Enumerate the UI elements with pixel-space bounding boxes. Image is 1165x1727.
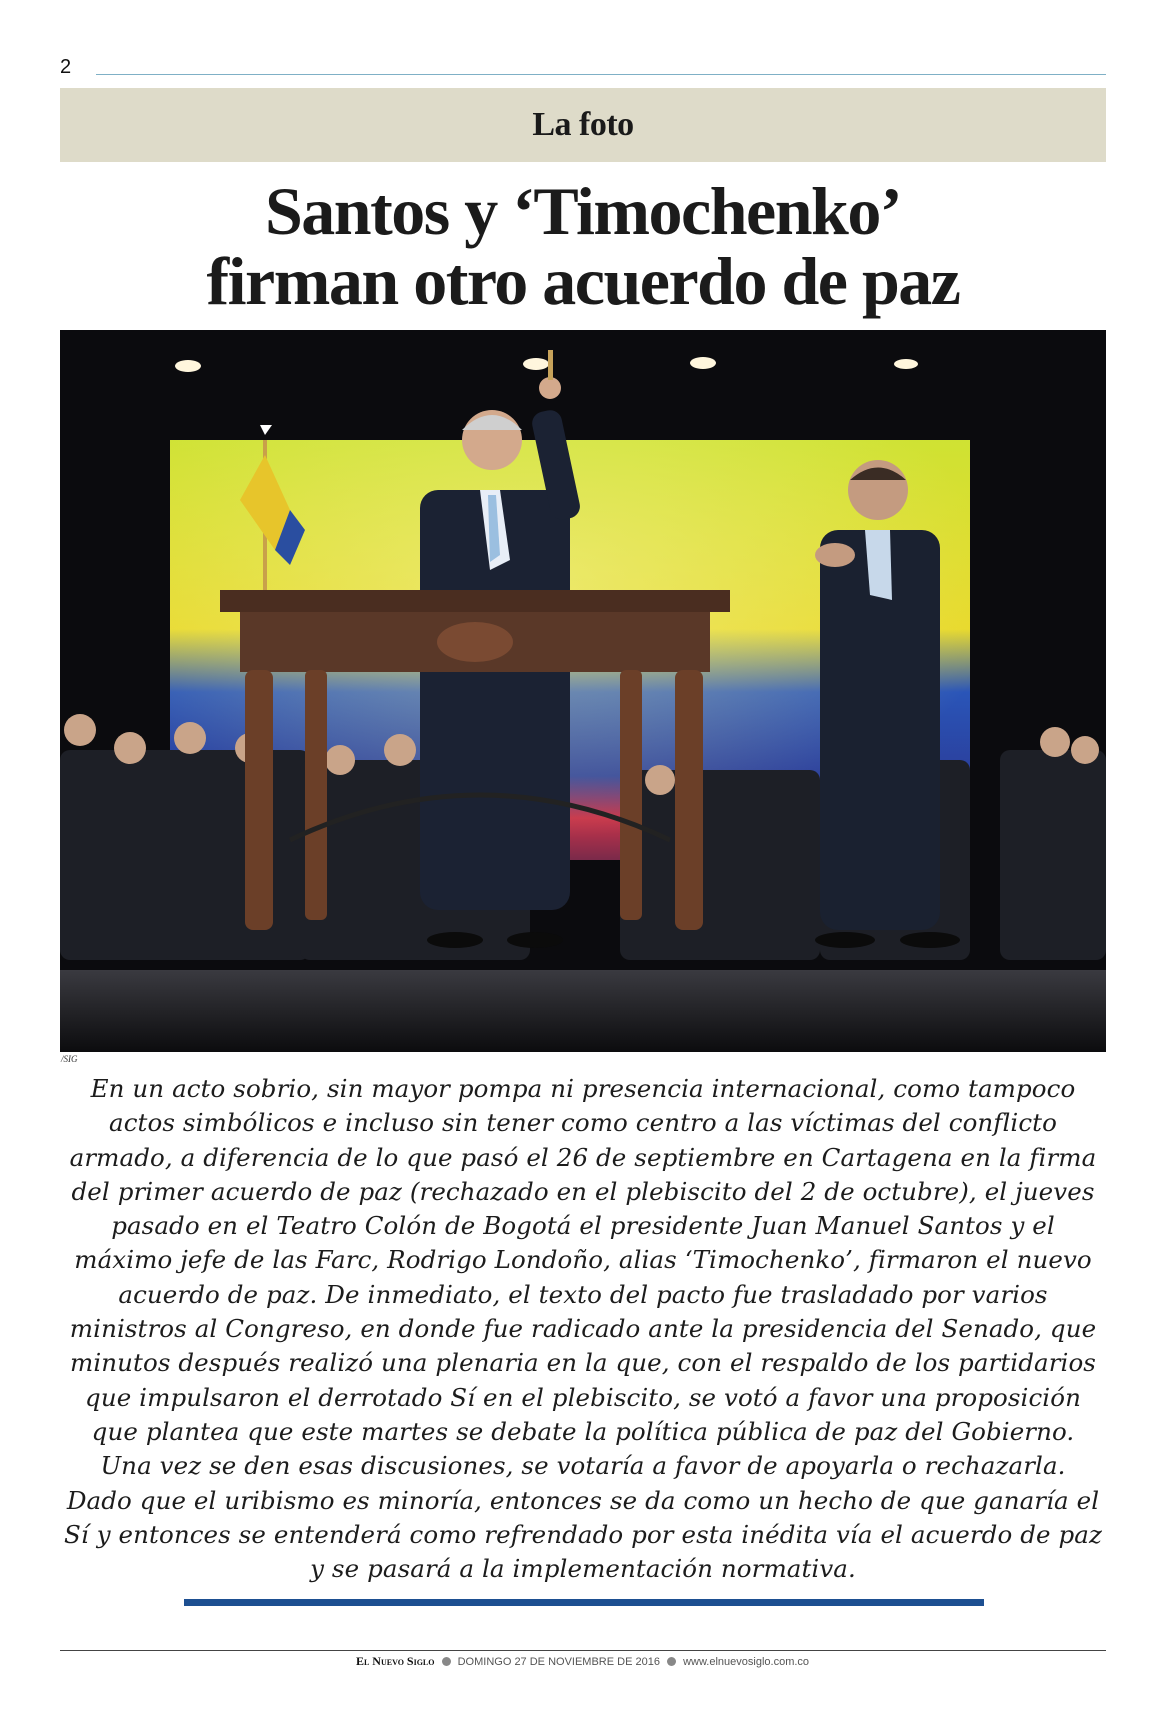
headline-line-2: firman otro acuerdo de paz — [206, 243, 960, 319]
page-footer — [0, 1654, 1165, 1669]
headline-line-1: Santos y ‘Timochenko’ — [264, 173, 901, 249]
bullet-icon — [442, 1657, 451, 1666]
photo-credit: /SIG — [61, 1054, 78, 1064]
footer-website: www.elnuevosiglo.com.co — [683, 1656, 810, 1668]
page-number: 2 — [60, 56, 72, 78]
footer-brand: El Nuevo Siglo — [355, 1654, 435, 1668]
section-label: La foto — [532, 106, 634, 143]
signing-ceremony-photo — [60, 330, 1106, 1052]
accent-bar — [184, 1599, 984, 1606]
header-rule — [96, 74, 1106, 75]
bullet-icon — [667, 1657, 676, 1666]
footer-date: DOMINGO 27 DE NOVIEMBRE DE 2016 — [457, 1656, 660, 1668]
footer-rule — [60, 1650, 1106, 1651]
section-band — [60, 88, 1106, 162]
lead-photo — [60, 330, 1106, 1052]
headline — [60, 173, 1106, 319]
article-body: En un acto sobrio, sin mayor pompa ni presencia internacional, como tampoco actos simbólicos e incluso sin tener como centro a las víctimas del conflicto armado, a diferencia de lo que pasó el 26 de septiembre en Cartagena en la firma del primer acuerdo de paz (rechazado en el plebiscito del 2 de octubre), el jueves pasado en el Teatro Colón de Bogotá el presidente Juan Manuel Santos y el máximo jefe de las Farc, Rodrigo Londoño, alias ‘Timochenko’, firmaron el nuevo acuerdo de paz. De inmediato, el texto del pacto fue trasladado por varios ministros al Congreso, en donde fue radicado ante la presidencia del Senado, que minutos después realizó una plenaria en la que, con el respaldo de los partidarios que impulsaron el derrotado Sí en el plebiscito, se votó a favor una proposición que plantea que este martes se debate la política pública de paz del Gobierno. Una vez se den esas discusiones, se votaría a favor de apoyarla o rechazarla. Dado que el uribismo es minoría, entonces se da como un hecho de que ganaría el Sí y entonces se entenderá como refrendado por esta inédita vía el acuerdo de paz y se pasará a la implementación normativa. — [64, 1074, 1102, 1584]
